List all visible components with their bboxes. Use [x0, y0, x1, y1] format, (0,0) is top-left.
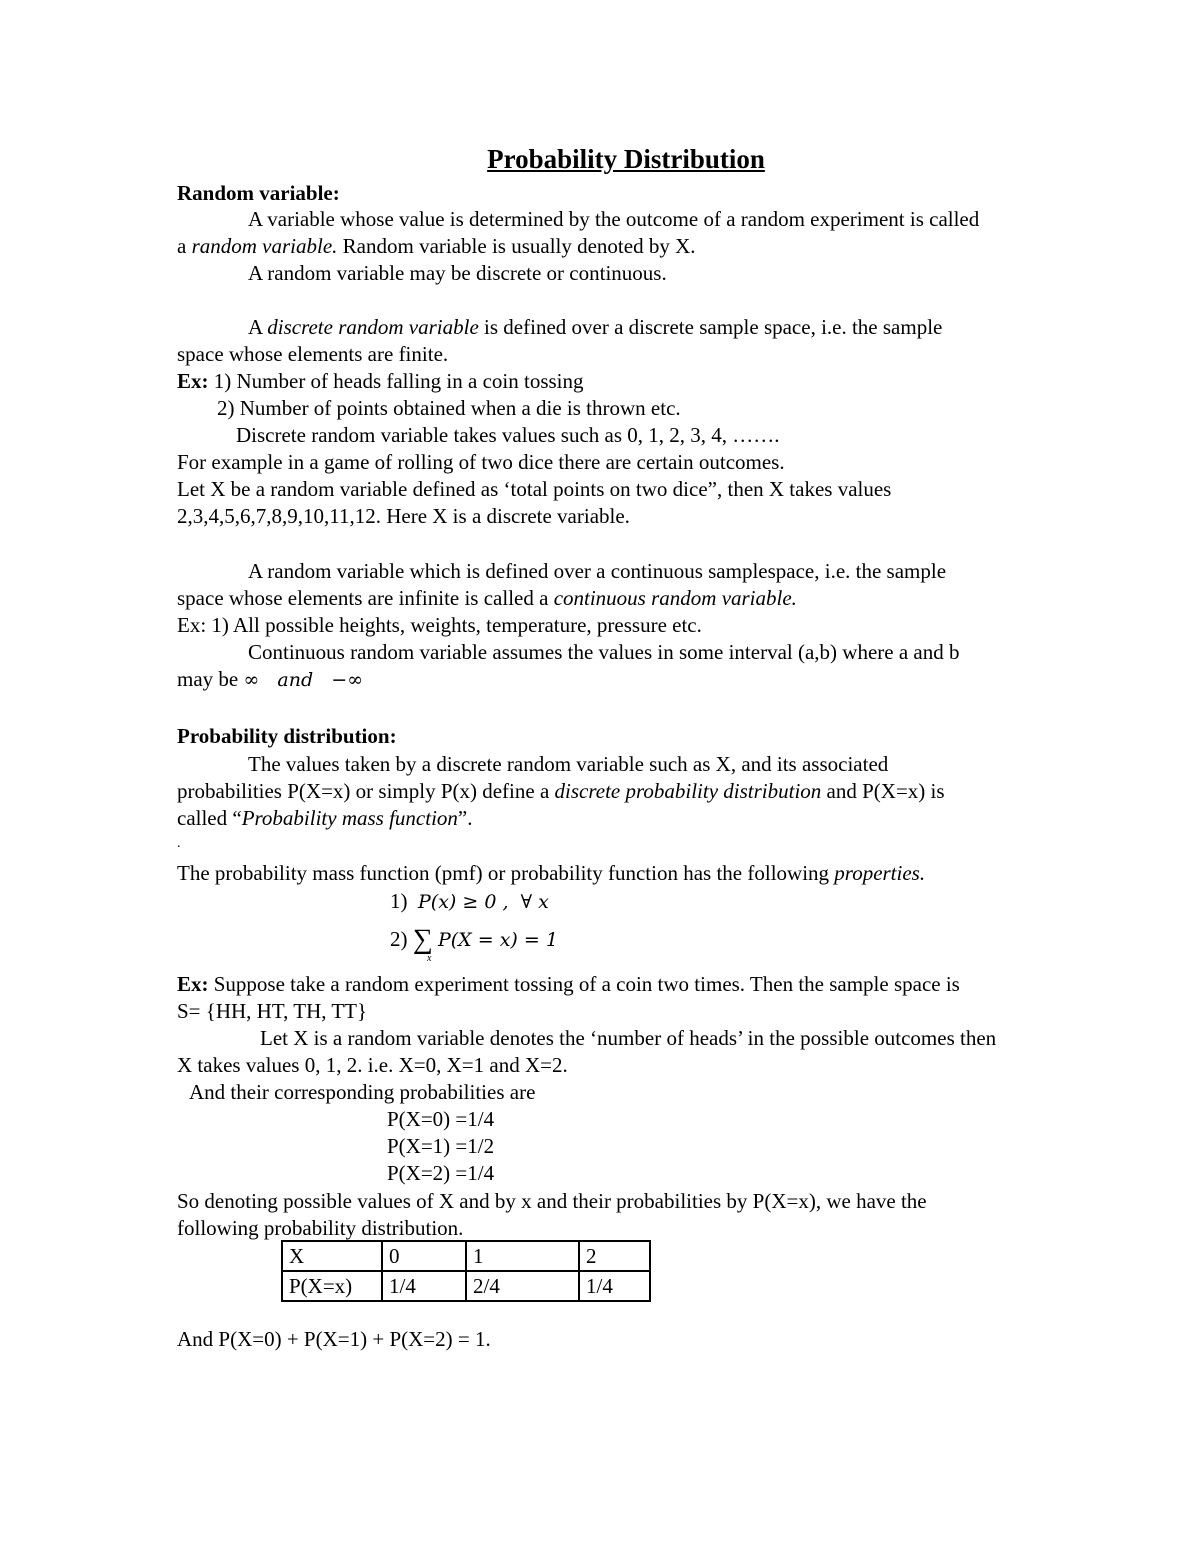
discrete-def-line-1 — [248, 314, 942, 341]
rv-definition-line-1: A variable whose value is determined by the outcome of a random experiment is called — [248, 207, 980, 231]
pd-line-2-suffix: and P(X=x) is — [821, 779, 945, 803]
continuous-def-line-1: A random variable which is defined over a continuous samplespace, i.e. the sample — [248, 559, 947, 583]
continuous-interval-line: Continuous random variable assumes the values in some interval (a,b) where a and b — [248, 640, 960, 664]
table-cell: 1/4 — [382, 1271, 466, 1301]
rv-definition-line-2 — [177, 233, 696, 260]
page-title: Probability Distribution — [487, 144, 765, 174]
example-line-3: Let X is a random variable denotes the ‘number of heads’ in the possible outcomes then — [260, 1026, 997, 1050]
rv-def-prefix: a — [177, 234, 192, 258]
example-line-1 — [177, 971, 960, 998]
table-row — [282, 1241, 650, 1271]
probability-x0: P(X=0) =1/4 — [387, 1107, 495, 1131]
may-be-prefix: may be — [177, 667, 244, 691]
property-2-formula: P(X = x) = 1 — [437, 929, 558, 951]
example-line-6: So denoting possible values of X and by x and their probabilities by P(X=x), we have the — [177, 1189, 927, 1213]
example-line-1-text: Suppose take a random experiment tossing of a coin two times. Then the sample space is — [208, 972, 960, 996]
probability-distribution-table — [281, 1240, 651, 1302]
continuous-prefix: space whose elements are infinite is called a — [177, 586, 554, 610]
pd-line-3-suffix: ”. — [457, 806, 473, 830]
table-cell: 1 — [466, 1241, 579, 1271]
continuous-term: continuous random variable. — [553, 586, 797, 610]
table-cell: P(X=x) — [282, 1271, 382, 1301]
properties-term: properties. — [834, 861, 926, 885]
example-line-7: following probability distribution. — [177, 1216, 464, 1240]
discrete-example-1 — [177, 368, 584, 395]
table-cell: X — [282, 1241, 382, 1271]
continuous-def-line-2 — [177, 585, 797, 612]
pd-line-3 — [177, 805, 473, 832]
discrete-example-2: 2) Number of points obtained when a die is thrown etc. — [217, 396, 681, 420]
random-variable-heading: Random variable: — [177, 181, 340, 205]
may-be-line — [177, 666, 363, 694]
properties-intro — [177, 860, 925, 887]
pd-line-1: The values taken by a discrete random variable such as X, and its associated — [248, 752, 889, 776]
table-cell: 0 — [382, 1241, 466, 1271]
summation-symbol: ∑ — [412, 924, 433, 955]
rv-def-suffix: Random variable is usually denoted by X. — [337, 234, 696, 258]
discrete-term: discrete random variable — [267, 315, 479, 339]
probability-x2: P(X=2) =1/4 — [387, 1161, 495, 1185]
property-2 — [390, 924, 558, 954]
dice-example-line: For example in a game of rolling of two dice there are certain outcomes. — [177, 450, 785, 474]
example-line-5: And their corresponding probabilities are — [189, 1080, 536, 1104]
discrete-def-line-2: space whose elements are finite. — [177, 342, 449, 366]
pd-line-3-prefix: called “ — [177, 806, 242, 830]
property-1-formula: P(x) ≥ 0 , ∀ x — [418, 891, 549, 913]
pd-line-2-prefix: probabilities P(X=x) or simply P(x) define a — [177, 779, 555, 803]
summation-subscript: x — [427, 953, 432, 964]
sum-line: And P(X=0) + P(X=1) + P(X=2) = 1. — [177, 1327, 491, 1351]
properties-prefix: The probability mass function (pmf) or probability function has the following — [177, 861, 835, 885]
continuous-example: Ex: 1) All possible heights, weights, temperature, pressure etc. — [177, 613, 702, 637]
table-cell: 2/4 — [466, 1271, 579, 1301]
ex-label: Ex: — [177, 369, 209, 393]
rv-types-line: A random variable may be discrete or continuous. — [248, 261, 667, 285]
property-1-number: 1) — [390, 889, 408, 913]
sample-space-line: S= {HH, HT, TH, TT} — [177, 999, 368, 1023]
discrete-values-line: Discrete random variable takes values such as 0, 1, 2, 3, 4, ……. — [236, 423, 780, 447]
table-row — [282, 1271, 650, 1301]
discrete-prefix: A — [248, 315, 268, 339]
probability-distribution-heading: Probability distribution: — [177, 724, 397, 748]
pd-line-2 — [177, 778, 945, 805]
let-x-line: Let X be a random variable defined as ‘total points on two dice”, then X takes values — [177, 477, 892, 501]
property-1 — [390, 888, 549, 916]
table-cell: 2 — [579, 1241, 650, 1271]
pmf-term: Probability mass function — [241, 806, 458, 830]
property-2-number: 2) — [390, 927, 408, 951]
example-line-4: X takes values 0, 1, 2. i.e. X=0, X=1 and X=2. — [177, 1053, 568, 1077]
infinity-range: ∞ and −∞ — [243, 669, 364, 691]
rv-term: random variable. — [191, 234, 338, 258]
discrete-suffix: is defined over a discrete sample space, i.e. the sample — [478, 315, 943, 339]
example-label: Ex: — [177, 972, 209, 996]
stray-dot: . — [177, 836, 181, 851]
ex-1-text: 1) Number of heads falling in a coin tossing — [208, 369, 584, 393]
table-cell: 1/4 — [579, 1271, 650, 1301]
values-list-line: 2,3,4,5,6,7,8,9,10,11,12. Here X is a discrete variable. — [177, 504, 630, 528]
probability-x1: P(X=1) =1/2 — [387, 1134, 495, 1158]
discrete-probability-distribution-term: discrete probability distribution — [554, 779, 822, 803]
